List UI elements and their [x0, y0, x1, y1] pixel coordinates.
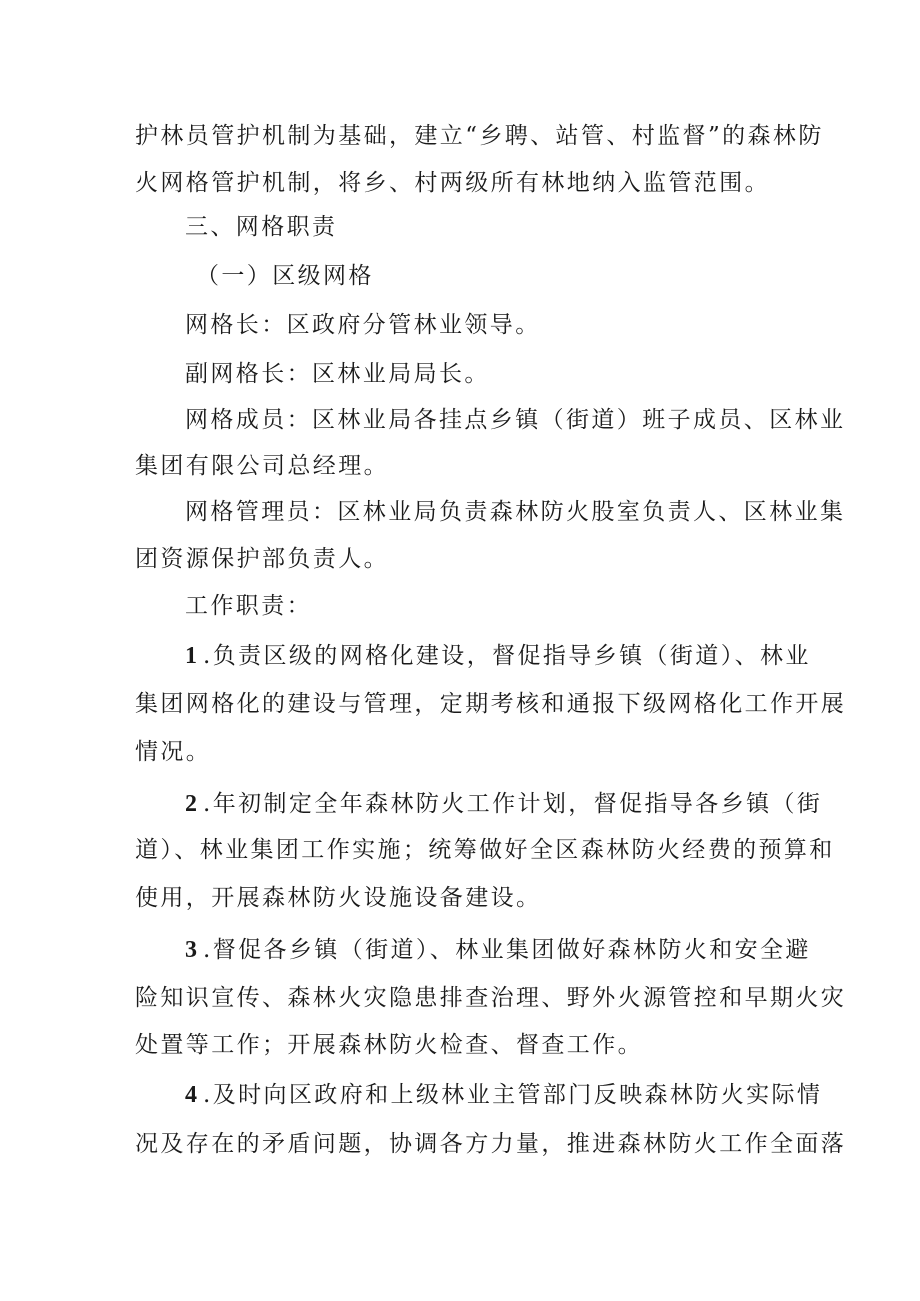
grid-members-line: 网格成员：区林业局各挂点乡镇（街道）班子成员、区林业 [185, 407, 846, 433]
duty-item-3-line: 险知识宣传、森林火灾隐患排查治理、野外火源管控和早期火灾 [135, 985, 847, 1011]
duty-text: .负责区级的网格化建设，督促指导乡镇（街道）、林业 [203, 643, 811, 669]
duty-item-4-line: 况及存在的矛盾问题，协调各方力量，推进森林防火工作全面落 [135, 1131, 847, 1157]
item-number: 4 [185, 1082, 197, 1108]
item-number: 2 [185, 791, 197, 817]
grid-admin-line: 团资源保护部负责人。 [135, 546, 389, 572]
item-number: 3 [185, 937, 197, 963]
duty-text: .督促各乡镇（街道）、林业集团做好森林防火和安全避 [203, 937, 811, 963]
duty-item-1-line: 情况。 [135, 739, 212, 765]
duty-item-4 [185, 1080, 845, 1110]
duty-item-3 [185, 935, 845, 965]
duty-item-1-line: 集团网格化的建设与管理，定期考核和通报下级网格化工作开展 [135, 691, 847, 717]
paragraph-line: 火网格管护机制，将乡、村两级所有林地纳入监管范围。 [135, 170, 770, 196]
duty-text: .及时向区政府和上级林业主管部门反映森林防火实际情 [203, 1082, 823, 1108]
subsection-heading: （一）区级网格 [196, 263, 374, 289]
paragraph-line: 护林员管护机制为基础，建立“乡聘、站管、村监督”的森林防 [135, 123, 824, 149]
grid-leader-line: 网格长：区政府分管林业领导。 [185, 312, 541, 338]
duty-item-2-line: 使用，开展森林防火设施设备建设。 [135, 885, 542, 911]
grid-admin-line: 网格管理员：区林业局负责森林防火股室负责人、区林业集 [185, 499, 846, 525]
duty-item-1 [185, 641, 845, 671]
duty-item-2 [185, 789, 845, 819]
deputy-leader-line: 副网格长：区林业局局长。 [185, 361, 490, 387]
duties-heading: 工作职责： [185, 593, 312, 619]
duty-text: .年初制定全年森林防火工作计划，督促指导各乡镇（街 [203, 791, 823, 817]
grid-members-line: 集团有限公司总经理。 [135, 453, 389, 479]
item-number: 1 [185, 643, 197, 669]
duty-item-3-line: 处置等工作；开展森林防火检查、督查工作。 [135, 1032, 643, 1058]
section-heading: 三、网格职责 [185, 214, 338, 240]
duty-item-2-line: 道）、林业集团工作实施；统筹做好全区森林防火经费的预算和 [135, 837, 835, 863]
